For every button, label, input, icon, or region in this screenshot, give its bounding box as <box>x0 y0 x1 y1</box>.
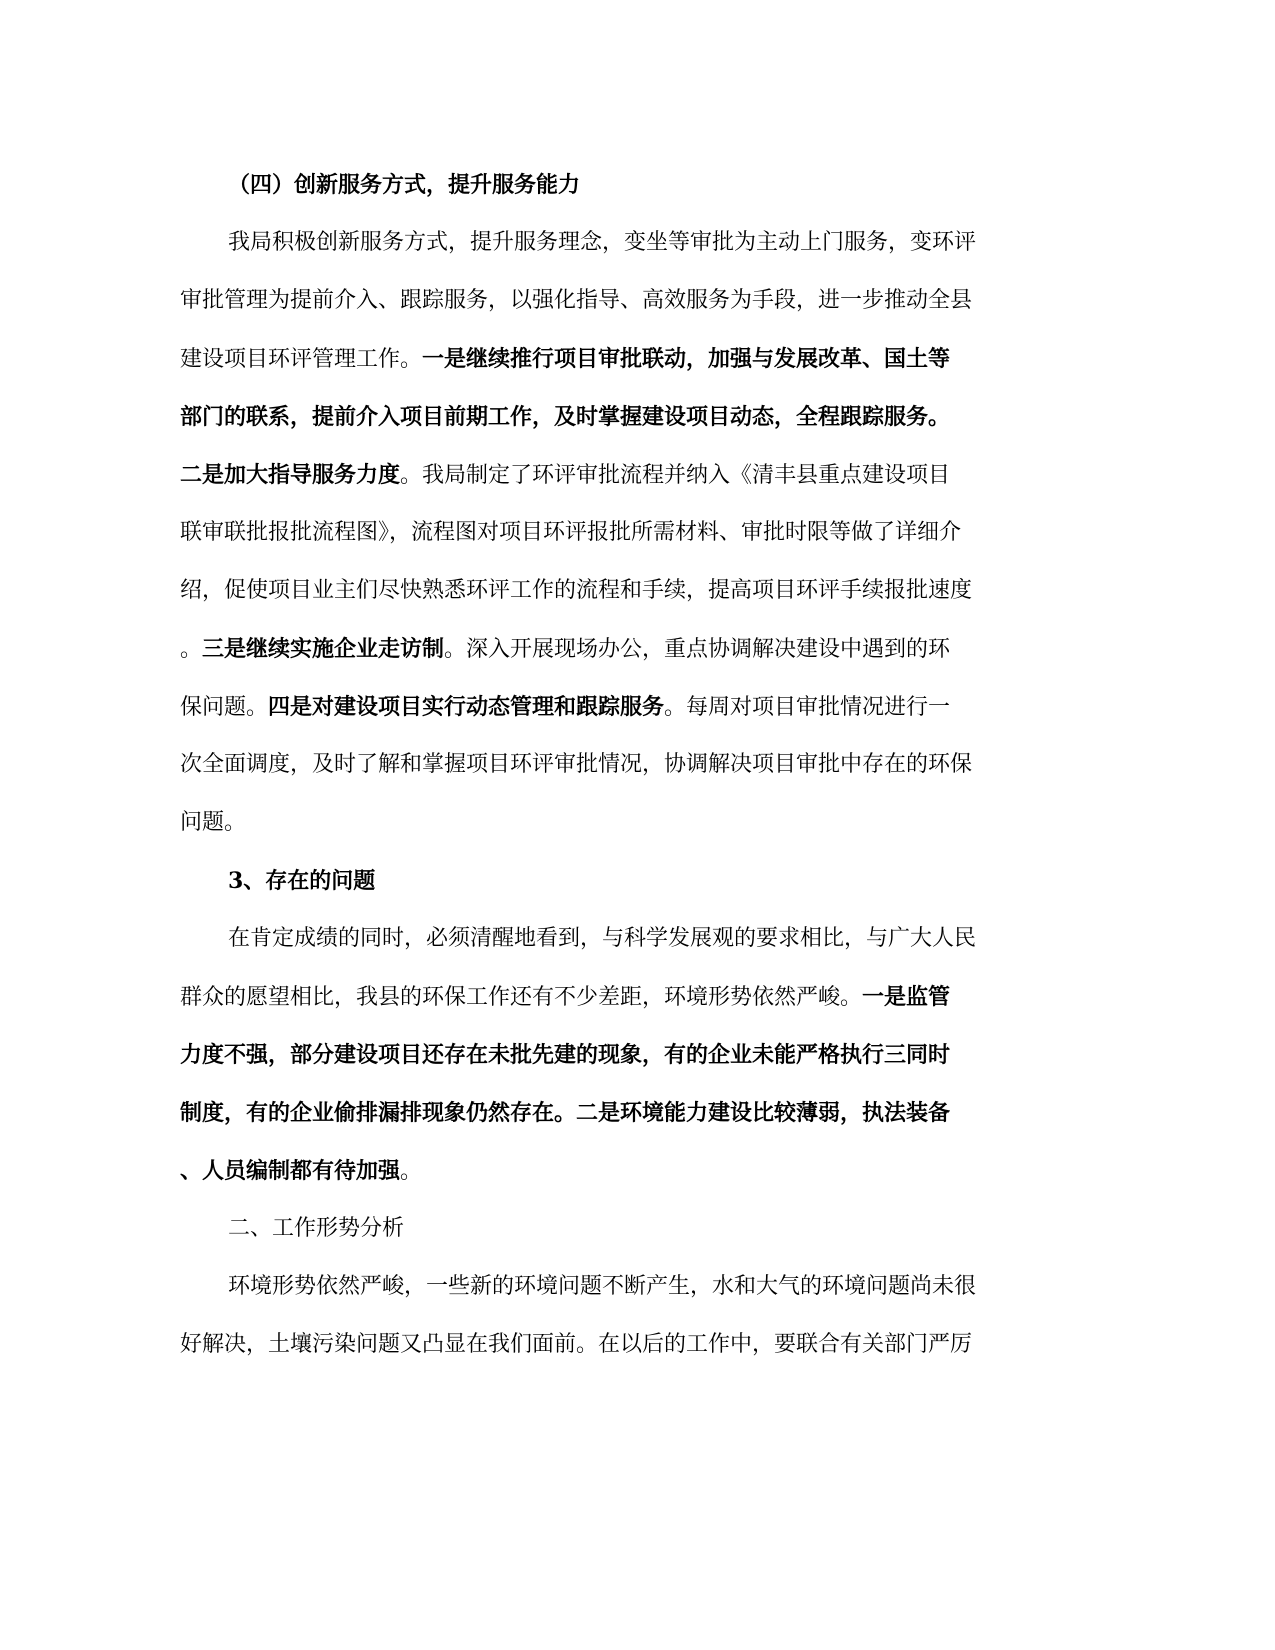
bold-text-run: 部门的联系，提前介入项目前期工作，及时掌握建设项目动态，全程跟踪服务。 <box>180 404 951 430</box>
paragraph-line <box>180 1316 1082 1374</box>
text-run: 在肯定成绩的同时，必须清醒地看到，与科学发展观的要求相比，与广大人民 <box>228 926 977 951</box>
text-run: 。每周对项目审批情况进行一 <box>664 695 951 720</box>
text-run: 绍，促使项目业主们尽快熟悉环评工作的流程和手续，提高项目环评手续报批速度 <box>180 578 973 603</box>
text-run: 。 <box>180 637 203 662</box>
text-run: 联审联批报批流程图》，流程图对项目环评报批所需材料、审批时限等做了详细介 <box>180 520 962 545</box>
bold-text-run: 一是监管 <box>862 984 951 1010</box>
text-run: 次全面调度，及时了解和掌握项目环评审批情况，协调解决项目审批中存在的环保 <box>180 752 973 777</box>
text-run: 环境形势依然严峻，一些新的环境问题不断产生，水和大气的环境问题尚未很 <box>228 1274 977 1299</box>
paragraph-line <box>180 330 1082 388</box>
text-run: 群众的愿望相比，我县的环保工作还有不少差距，环境形势依然严峻。 <box>180 985 863 1010</box>
bold-text-run: 、人员编制都有待加强 <box>180 1158 401 1184</box>
paragraph-line <box>180 446 1082 504</box>
paragraph-line <box>180 678 1082 736</box>
text-run: 我局积极创新服务方式，提升服务理念，变坐等审批为主动上门服务，变环评 <box>228 230 977 255</box>
document-page <box>180 156 1082 1374</box>
bold-text-run: 一是继续推行项目审批联动，加强与发展改革、国土等 <box>422 346 951 372</box>
paragraph-line <box>180 1026 1082 1084</box>
paragraph-line <box>180 562 1082 620</box>
paragraph-line <box>180 388 1082 446</box>
section-heading-work-situation: 二、工作形势分析 <box>228 1216 405 1241</box>
text-run: 。我局制定了环评审批流程并纳入《清丰县重点建设项目 <box>400 463 951 488</box>
bold-text-run: 二是加大指导服务力度 <box>180 462 401 488</box>
paragraph-line <box>180 1142 1082 1200</box>
paragraph-line <box>180 968 1082 1026</box>
section-heading-innovate-service: （四）创新服务方式，提升服务能力 <box>228 172 581 198</box>
bold-text-run: 制度，有的企业偷排漏排现象仍然存在。二是环境能力建设比较薄弱，执法装备 <box>180 1100 951 1126</box>
text-run: 好解决，土壤污染问题又凸显在我们面前。在以后的工作中，要联合有关部门严厉 <box>180 1332 973 1357</box>
paragraph-line <box>180 794 1082 852</box>
paragraph-line <box>180 1258 1082 1316</box>
paragraph-line <box>180 1084 1082 1142</box>
text-run: 保问题。 <box>180 695 269 720</box>
paragraph-line <box>180 910 1082 968</box>
bold-text-run: 三是继续实施企业走访制 <box>202 636 445 662</box>
text-run: 。深入开展现场办公，重点协调解决建设中遇到的环 <box>444 637 951 662</box>
paragraph-line <box>180 620 1082 678</box>
bold-text-run: 力度不强，部分建设项目还存在未批先建的现象，有的企业未能严格执行三同时 <box>180 1042 951 1068</box>
text-run: 审批管理为提前介入、跟踪服务，以强化指导、高效服务为手段，进一步推动全县 <box>180 288 973 313</box>
text-run: 问题。 <box>180 810 247 835</box>
text-run: 。 <box>400 1159 423 1184</box>
bold-text-run: 四是对建设项目实行动态管理和跟踪服务 <box>268 694 665 720</box>
paragraph-line <box>180 736 1082 794</box>
paragraph-line <box>180 272 1082 330</box>
text-run: 建设项目环评管理工作。 <box>180 347 423 372</box>
paragraph-line <box>180 214 1082 272</box>
section-heading-existing-problems: 3、存在的问题 <box>228 868 376 894</box>
paragraph-line <box>180 504 1082 562</box>
